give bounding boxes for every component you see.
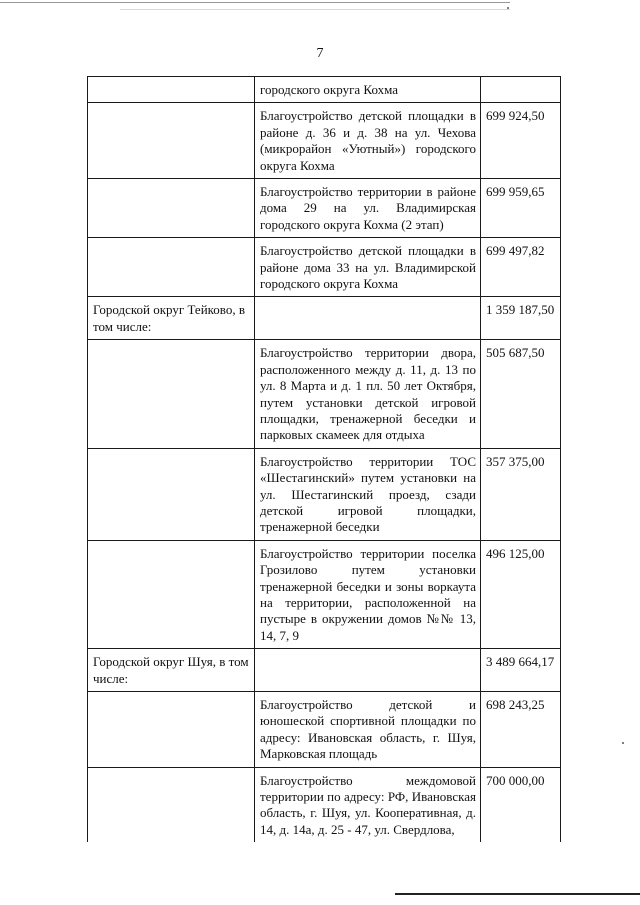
amount-cell: 1 359 187,50 <box>481 297 561 340</box>
amount-cell <box>481 77 561 103</box>
table-row <box>88 692 561 768</box>
description-cell: Благоустройство детской площадки в районе д. 36 и д. 38 на ул. Чехова (микрорайон «Уютный») городского округа Кохма <box>255 103 481 179</box>
page-number: 7 <box>316 46 324 61</box>
amount-cell: 699 497,82 <box>481 238 561 297</box>
description-cell: Благоустройство территории двора, расположенного между д. 11, д. 13 по ул. 8 Марта и д. 1 пл. 50 лет Октября, путем установки детской игровой площадки, тренажерной беседки и парковых скамеек для отдыха <box>255 340 481 448</box>
amount-cell: 505 687,50 <box>481 340 561 448</box>
scan-speck <box>622 742 624 744</box>
table-row <box>88 77 561 103</box>
budget-table <box>87 76 561 842</box>
recipient-cell: Городской округ Шуя, в том числе: <box>88 649 255 692</box>
recipient-cell <box>88 767 255 842</box>
recipient-cell <box>88 238 255 297</box>
description-cell: Благоустройство детской площадки в районе дома 33 на ул. Владимирской городского округа Кохма <box>255 238 481 297</box>
table-row <box>88 448 561 540</box>
amount-cell: 698 243,25 <box>481 692 561 768</box>
amount-cell: 496 125,00 <box>481 540 561 648</box>
recipient-cell <box>88 540 255 648</box>
description-cell: Благоустройство территории ТОС «Шестагинский» путем установки на ул. Шестагинский проезд, сзади детской игровой площадки, тренажерной беседки <box>255 448 481 540</box>
amount-cell: 700 000,00 <box>481 767 561 842</box>
description-cell <box>255 649 481 692</box>
table-row <box>88 103 561 179</box>
recipient-cell <box>88 448 255 540</box>
amount-cell: 3 489 664,17 <box>481 649 561 692</box>
table-row <box>88 340 561 448</box>
table-row <box>88 649 561 692</box>
table-row <box>88 179 561 238</box>
recipient-cell <box>88 692 255 768</box>
recipient-cell <box>88 103 255 179</box>
recipient-cell <box>88 77 255 103</box>
scan-edge-line <box>120 9 510 10</box>
scan-edge-line <box>395 893 640 895</box>
amount-cell: 699 959,65 <box>481 179 561 238</box>
amount-cell: 699 924,50 <box>481 103 561 179</box>
recipient-cell <box>88 340 255 448</box>
recipient-cell <box>88 179 255 238</box>
description-cell <box>255 297 481 340</box>
description-cell: Благоустройство территории поселка Грозилово путем установки тренажерной беседки и зоны воркаута на территории, расположенной на пустыре в окружении домов №№ 13, 14, 7, 9 <box>255 540 481 648</box>
scan-edge-line <box>0 2 510 3</box>
table-row <box>88 238 561 297</box>
description-cell: Благоустройство территории в районе дома 29 на ул. Владимирская городского округа Кохма (2 этап) <box>255 179 481 238</box>
recipient-cell: Городской округ Тейково, в том числе: <box>88 297 255 340</box>
description-cell: городского округа Кохма <box>255 77 481 103</box>
amount-cell: 357 375,00 <box>481 448 561 540</box>
description-cell: Благоустройство детской и юношеской спортивной площадки по адресу: Ивановская область, г. Шуя, Марковская площадь <box>255 692 481 768</box>
table-row <box>88 297 561 340</box>
table-row <box>88 540 561 648</box>
description-cell: Благоустройство междомовой территории по адресу: РФ, Ивановская область, г. Шуя, ул. Кооперативная, д. 14, д. 14а, д. 25 - 47, ул. Свердлова, <box>255 767 481 842</box>
scan-speck <box>507 7 509 9</box>
table-row <box>88 767 561 842</box>
